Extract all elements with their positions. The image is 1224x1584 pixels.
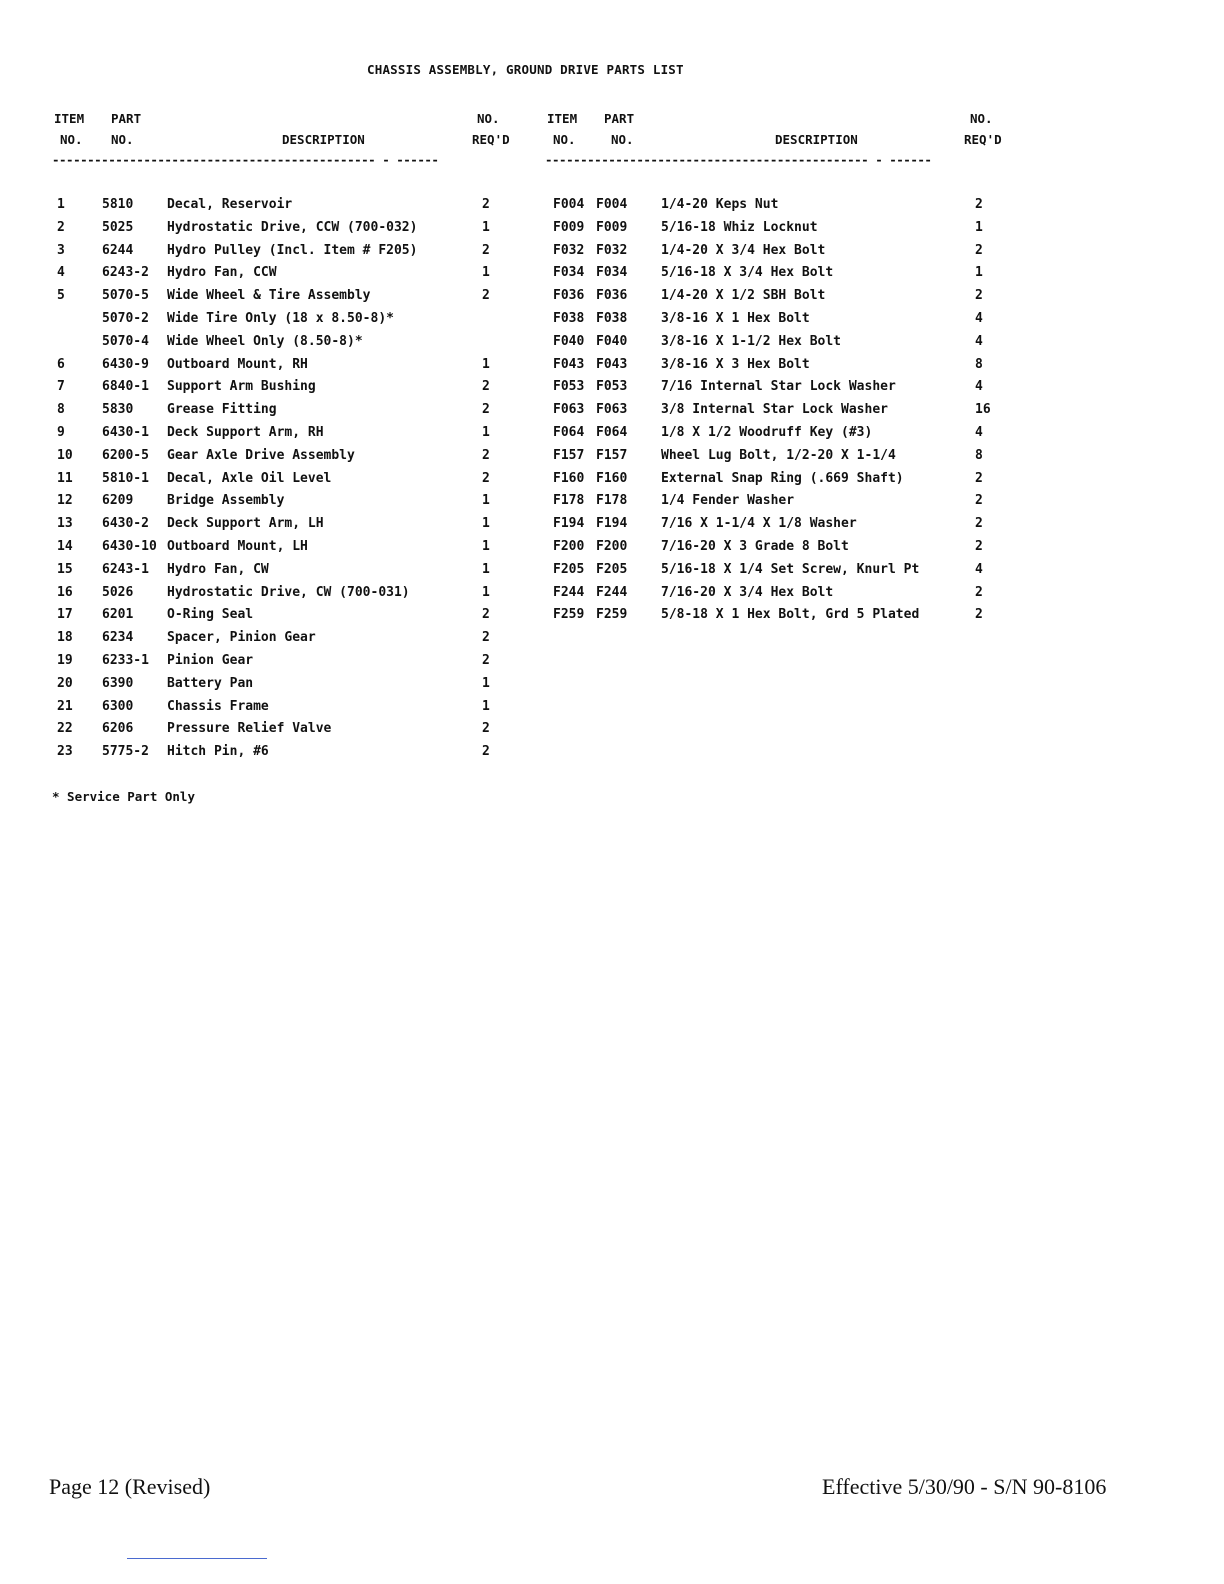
- part-no: F053: [596, 379, 628, 395]
- part-no: 6233-1: [102, 652, 149, 668]
- qty-required: 2: [975, 607, 983, 623]
- description: Decal, Reservoir: [167, 197, 293, 212]
- description: Support Arm Bushing: [167, 379, 316, 395]
- footnote: * Service Part Only: [52, 789, 195, 804]
- item-no: F160: [553, 470, 585, 486]
- qty-required: 2: [482, 470, 490, 486]
- description: 5/16-18 Whiz Locknut: [661, 219, 818, 235]
- item-no: 18: [57, 630, 73, 646]
- part-no: F205: [596, 561, 628, 577]
- item-no: F157: [553, 447, 585, 463]
- description: Hydro Pulley (Incl. Item # F205): [167, 242, 418, 258]
- header-description: DESCRIPTION: [775, 132, 858, 147]
- item-no: 3: [57, 242, 65, 258]
- item-no: F034: [553, 265, 585, 281]
- description: Outboard Mount, LH: [167, 538, 308, 554]
- item-no: F200: [553, 538, 585, 554]
- qty-required: 1: [482, 561, 490, 577]
- qty-required: 2: [975, 288, 983, 304]
- description: 3/8 Internal Star Lock Washer: [661, 402, 888, 418]
- item-no: 8: [57, 402, 65, 418]
- description: External Snap Ring (.669 Shaft): [661, 470, 904, 486]
- description: Hydrostatic Drive, CW (700-031): [167, 584, 410, 600]
- item-no: F178: [553, 493, 585, 509]
- part-no: F194: [596, 516, 628, 532]
- description: Deck Support Arm, LH: [167, 516, 324, 532]
- header-req-line1: NO.: [970, 111, 993, 126]
- qty-required: 4: [975, 379, 983, 395]
- qty-required: 4: [975, 561, 983, 577]
- part-no: 5026: [102, 584, 134, 600]
- qty-required: 1: [975, 219, 983, 235]
- item-no: 23: [57, 744, 73, 760]
- part-no: 6234: [102, 630, 134, 646]
- header-part-line1: PART: [111, 111, 142, 126]
- part-no: 5070-2: [102, 310, 149, 326]
- description: Bridge Assembly: [167, 493, 285, 509]
- item-no: 21: [57, 698, 73, 714]
- part-no: F160: [596, 470, 628, 486]
- item-no: 6: [57, 356, 65, 372]
- item-no: F004: [553, 197, 585, 212]
- description: 7/16 X 1-1/4 X 1/8 Washer: [661, 516, 857, 532]
- part-no: F064: [596, 424, 628, 440]
- qty-required: 2: [482, 630, 490, 646]
- description: 3/8-16 X 1-1/2 Hex Bolt: [661, 333, 842, 349]
- item-no: F053: [553, 379, 585, 395]
- item-no: 10: [57, 447, 73, 463]
- qty-required: 2: [482, 288, 490, 304]
- item-no: F194: [553, 516, 585, 532]
- item-no: 17: [57, 607, 73, 623]
- header-item-line1: ITEM: [547, 111, 578, 126]
- description: Hitch Pin, #6: [167, 744, 269, 760]
- description: Hydro Fan, CCW: [167, 265, 277, 281]
- part-no: 6200-5: [102, 447, 149, 463]
- part-no: 5775-2: [102, 744, 149, 760]
- part-no: F004: [596, 197, 628, 212]
- qty-required: 2: [482, 721, 490, 737]
- part-no: F036: [596, 288, 628, 304]
- qty-required: 1: [482, 219, 490, 235]
- header-item-line1: ITEM: [54, 111, 85, 126]
- part-no: F157: [596, 447, 628, 463]
- description: 5/16-18 X 3/4 Hex Bolt: [661, 265, 834, 281]
- item-no: 16: [57, 584, 73, 600]
- description: Chassis Frame: [167, 698, 269, 714]
- qty-required: 1: [482, 675, 490, 691]
- item-no: 22: [57, 721, 73, 737]
- item-no: 2: [57, 219, 65, 235]
- header-part-line1: PART: [604, 111, 635, 126]
- description: Hydrostatic Drive, CCW (700-032): [167, 219, 418, 235]
- description: Pinion Gear: [167, 652, 254, 668]
- item-no: 11: [57, 470, 73, 486]
- part-no: 5070-4: [102, 333, 149, 349]
- part-no: 6430-1: [102, 424, 149, 440]
- part-no: 6244: [102, 242, 134, 258]
- part-no: F034: [596, 265, 628, 281]
- description: 1/4-20 Keps Nut: [661, 197, 779, 212]
- description: Wide Wheel & Tire Assembly: [167, 288, 371, 304]
- qty-required: 2: [482, 607, 490, 623]
- header-part-line2: NO.: [611, 132, 634, 147]
- description: Grease Fitting: [167, 402, 277, 418]
- item-no: F036: [553, 288, 585, 304]
- part-no: 6243-2: [102, 265, 149, 281]
- description: Deck Support Arm, RH: [167, 424, 324, 440]
- header-req-line1: NO.: [477, 111, 500, 126]
- description: 7/16 Internal Star Lock Washer: [661, 379, 896, 395]
- item-no: F064: [553, 424, 585, 440]
- qty-required: 2: [482, 402, 490, 418]
- description: Pressure Relief Valve: [167, 721, 332, 737]
- header-item-line2: NO.: [60, 132, 83, 147]
- part-no: 6206: [102, 721, 134, 737]
- part-no: 6201: [102, 607, 134, 623]
- item-no: 1: [57, 197, 65, 212]
- qty-required: 2: [482, 447, 490, 463]
- description: O-Ring Seal: [167, 607, 254, 623]
- description: Gear Axle Drive Assembly: [167, 447, 355, 463]
- part-no: 6209: [102, 493, 134, 509]
- description: Outboard Mount, RH: [167, 356, 308, 372]
- description: 3/8-16 X 1 Hex Bolt: [661, 310, 810, 326]
- part-no: 6243-1: [102, 561, 149, 577]
- part-no: F040: [596, 333, 628, 349]
- qty-required: 1: [482, 584, 490, 600]
- part-no: 6430-9: [102, 356, 149, 372]
- page-title: CHASSIS ASSEMBLY, GROUND DRIVE PARTS LIST: [367, 62, 684, 77]
- description: Spacer, Pinion Gear: [167, 630, 316, 646]
- description: 1/8 X 1/2 Woodruff Key (#3): [661, 424, 873, 440]
- qty-required: 4: [975, 424, 983, 440]
- qty-required: 2: [482, 379, 490, 395]
- qty-required: 1: [482, 356, 490, 372]
- item-no: F009: [553, 219, 585, 235]
- header-description: DESCRIPTION: [282, 132, 365, 147]
- header-rule: ---------------------------------------------- - ------: [52, 152, 439, 167]
- qty-required: 2: [482, 197, 490, 212]
- qty-required: 1: [482, 516, 490, 532]
- part-no: 6430-10: [102, 538, 157, 554]
- part-no: 6390: [102, 675, 134, 691]
- item-no: 13: [57, 516, 73, 532]
- qty-required: 2: [975, 516, 983, 532]
- part-no: 6430-2: [102, 516, 149, 532]
- item-no: 20: [57, 675, 73, 691]
- item-no: F038: [553, 310, 585, 326]
- part-no: F244: [596, 584, 628, 600]
- qty-required: 8: [975, 356, 983, 372]
- part-no: F200: [596, 538, 628, 554]
- part-no: F009: [596, 219, 628, 235]
- item-no: F032: [553, 242, 585, 258]
- qty-required: 4: [975, 310, 983, 326]
- item-no: 7: [57, 379, 65, 395]
- qty-required: 1: [482, 698, 490, 714]
- part-no: 5810-1: [102, 470, 149, 486]
- item-no: 15: [57, 561, 73, 577]
- qty-required: 1: [482, 424, 490, 440]
- page-number: Page 12 (Revised): [49, 1474, 211, 1499]
- item-no: 12: [57, 493, 73, 509]
- header-req-line2: REQ'D: [472, 132, 510, 147]
- part-no: 5025: [102, 219, 134, 235]
- item-no: F043: [553, 356, 585, 372]
- part-no: 5830: [102, 402, 134, 418]
- description: 1/4-20 X 3/4 Hex Bolt: [661, 242, 826, 258]
- item-no: F205: [553, 561, 585, 577]
- description: 5/8-18 X 1 Hex Bolt, Grd 5 Plated: [661, 607, 920, 623]
- item-no: 14: [57, 538, 73, 554]
- description: Decal, Axle Oil Level: [167, 470, 332, 486]
- qty-required: 1: [975, 265, 983, 281]
- description: Wheel Lug Bolt, 1/2-20 X 1-1/4: [661, 447, 896, 463]
- header-req-line2: REQ'D: [964, 132, 1002, 147]
- description: Battery Pan: [167, 675, 254, 691]
- item-no: 4: [57, 265, 65, 281]
- qty-required: 2: [482, 242, 490, 258]
- part-no: 6300: [102, 698, 134, 714]
- qty-required: 2: [975, 197, 983, 212]
- qty-required: 1: [482, 538, 490, 554]
- description: 7/16-20 X 3 Grade 8 Bolt: [661, 538, 849, 554]
- description: Wide Tire Only (18 x 8.50-8)*: [167, 310, 394, 326]
- effective-date: Effective 5/30/90 - S/N 90-8106: [822, 1474, 1107, 1499]
- description: 5/16-18 X 1/4 Set Screw, Knurl Pt: [661, 561, 920, 577]
- item-no: 9: [57, 424, 65, 440]
- header-part-line2: NO.: [111, 132, 134, 147]
- part-no: 6840-1: [102, 379, 149, 395]
- description: Wide Wheel Only (8.50-8)*: [167, 333, 363, 349]
- item-no: F063: [553, 402, 585, 418]
- part-no: F038: [596, 310, 628, 326]
- qty-required: 2: [975, 493, 983, 509]
- qty-required: 1: [482, 493, 490, 509]
- part-no: F259: [596, 607, 628, 623]
- item-no: F259: [553, 607, 585, 623]
- item-no: 5: [57, 288, 65, 304]
- part-no: 5070-5: [102, 288, 149, 304]
- qty-required: 2: [482, 744, 490, 760]
- description: 1/4-20 X 1/2 SBH Bolt: [661, 288, 826, 304]
- header-rule: ---------------------------------------------- - ------: [545, 152, 932, 167]
- description: 7/16-20 X 3/4 Hex Bolt: [661, 584, 834, 600]
- divider: [127, 1558, 267, 1559]
- item-no: 19: [57, 652, 73, 668]
- description: Hydro Fan, CW: [167, 561, 269, 577]
- qty-required: 2: [482, 652, 490, 668]
- item-no: F244: [553, 584, 585, 600]
- part-no: F032: [596, 242, 628, 258]
- description: 3/8-16 X 3 Hex Bolt: [661, 356, 810, 372]
- description: 1/4 Fender Washer: [661, 493, 795, 509]
- item-no: F040: [553, 333, 585, 349]
- part-no: F063: [596, 402, 628, 418]
- qty-required: 2: [975, 538, 983, 554]
- qty-required: 1: [482, 265, 490, 281]
- qty-required: 2: [975, 470, 983, 486]
- header-item-line2: NO.: [553, 132, 576, 147]
- qty-required: 16: [975, 402, 991, 418]
- part-no: F178: [596, 493, 628, 509]
- part-no: 5810: [102, 197, 134, 212]
- qty-required: 2: [975, 584, 983, 600]
- part-no: F043: [596, 356, 628, 372]
- qty-required: 4: [975, 333, 983, 349]
- qty-required: 2: [975, 242, 983, 258]
- qty-required: 8: [975, 447, 983, 463]
